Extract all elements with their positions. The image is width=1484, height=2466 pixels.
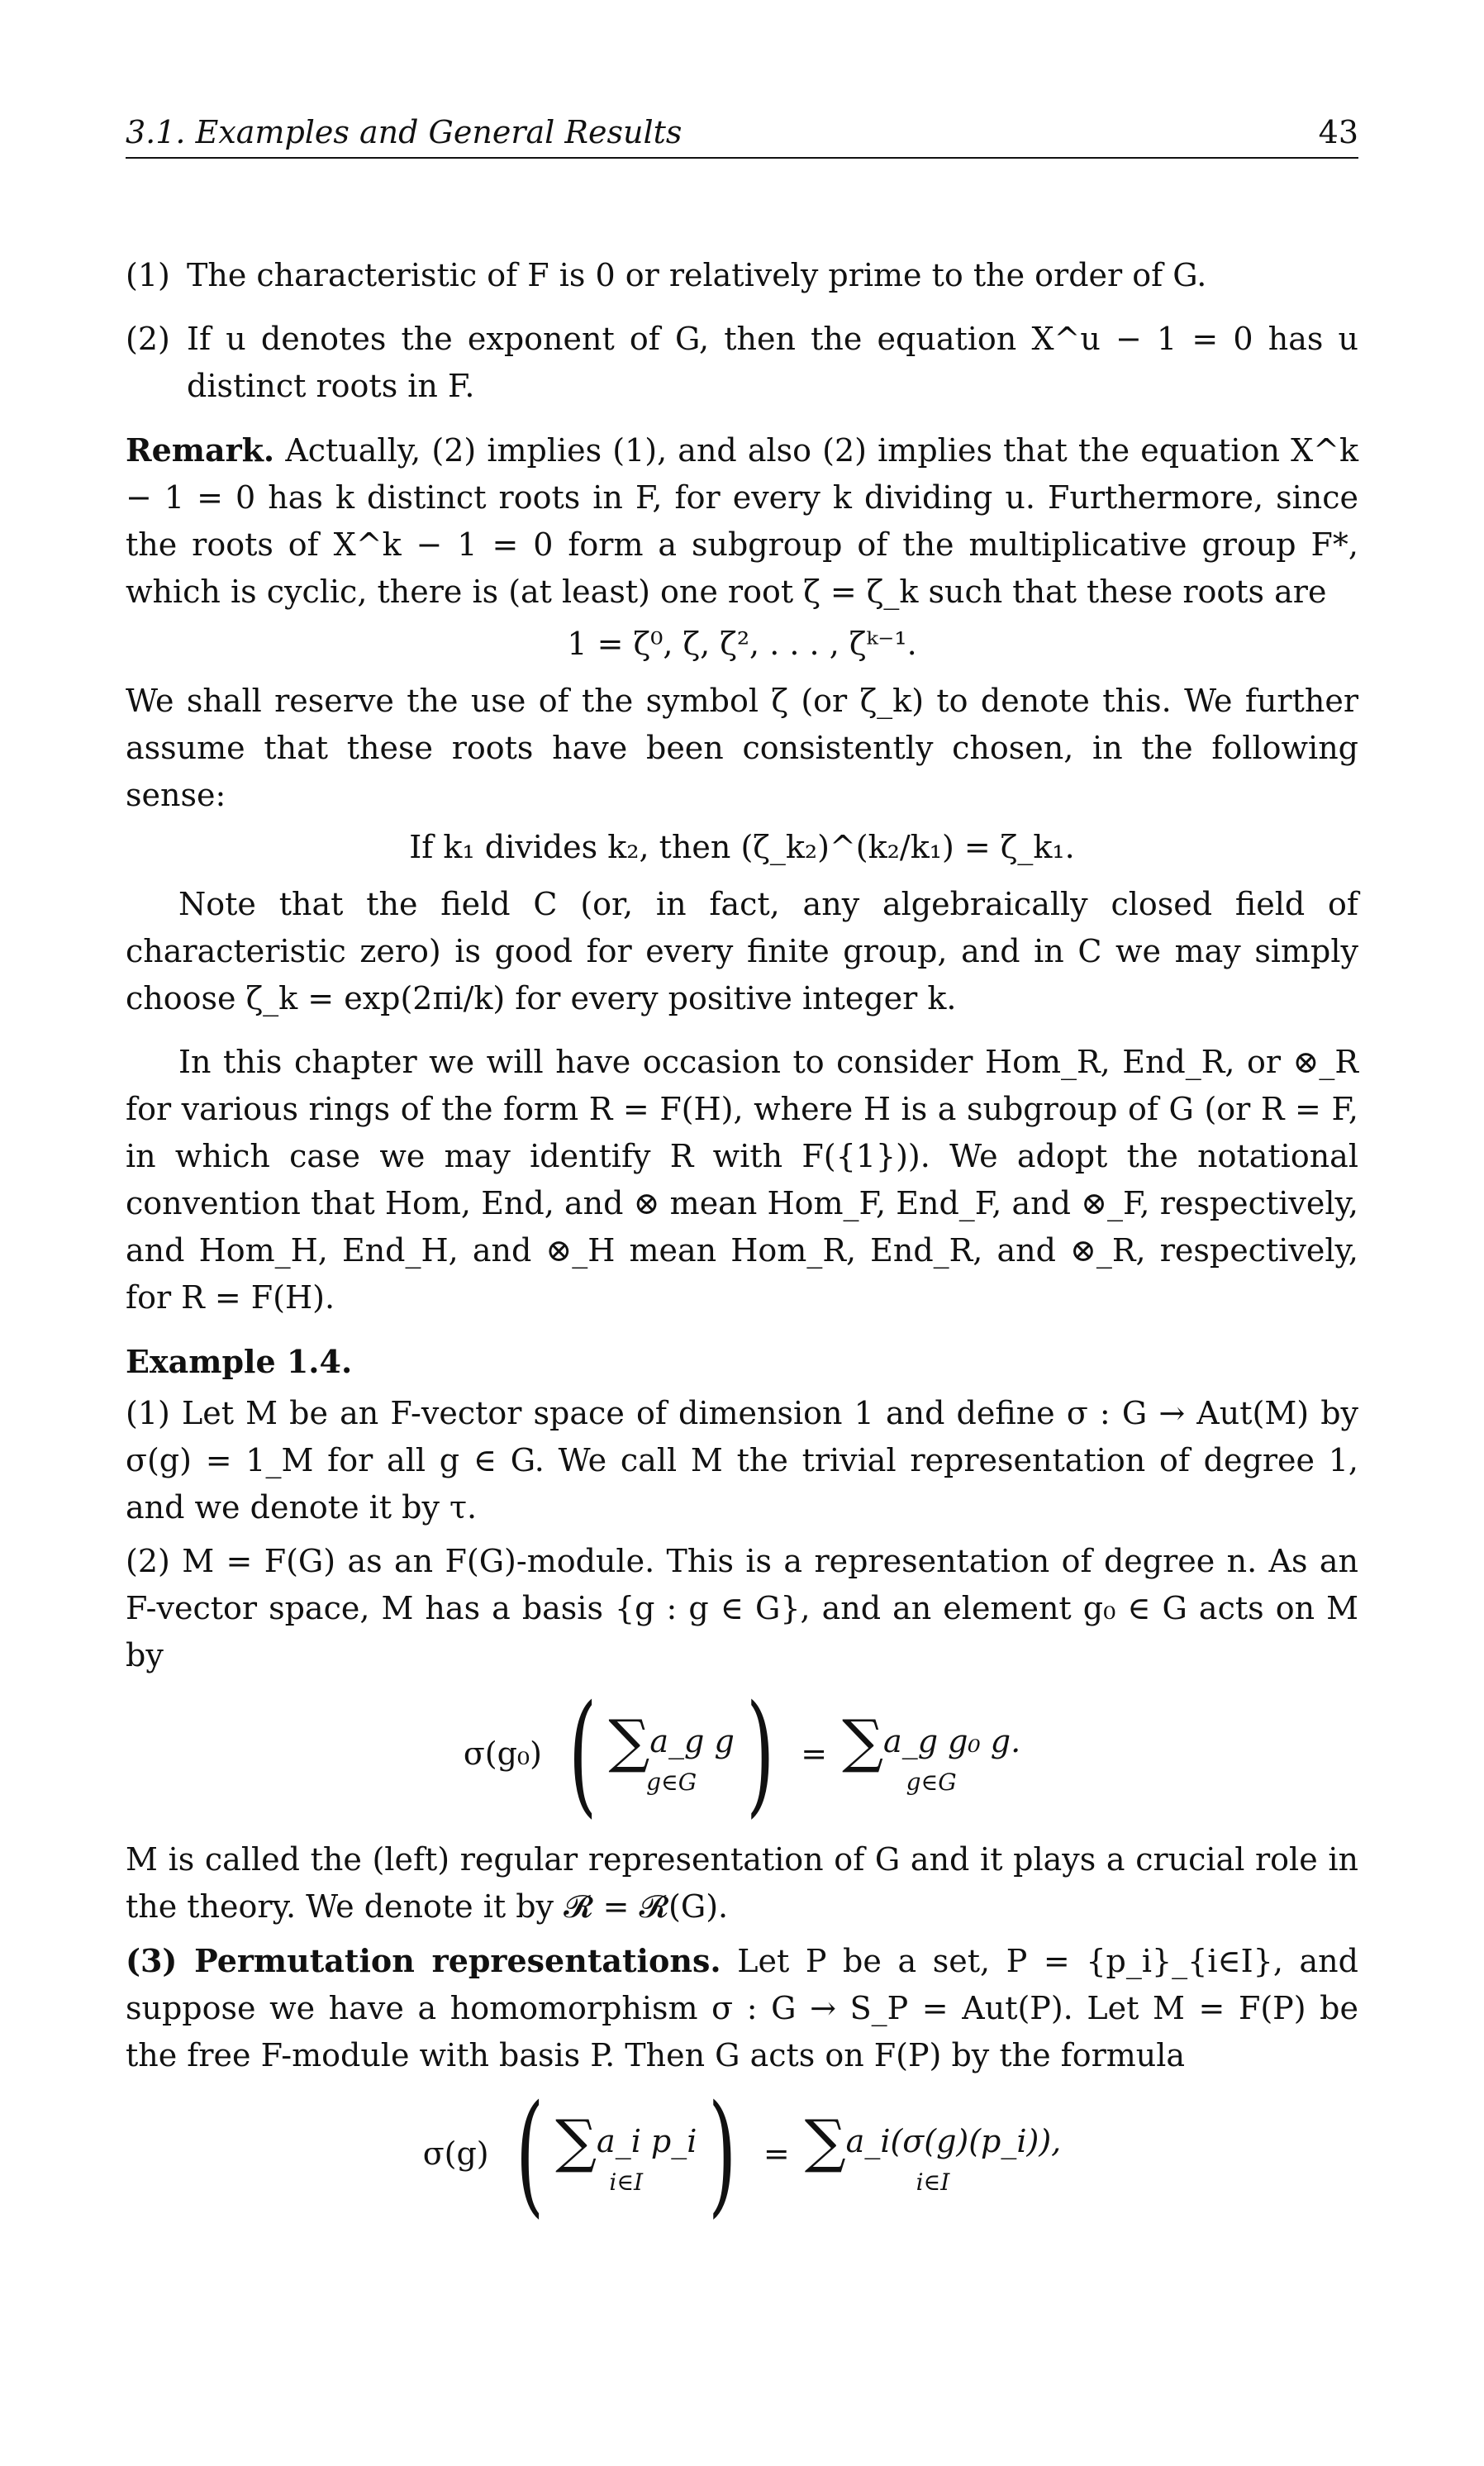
example-item-2: (2) M = F(G) as an F(G)-module. This is a representation of degree n. As an F-vector space, M has a basis {g : g ∈ G}, and an element g₀ ∈ G acts on M by: [126, 1543, 1358, 1673]
example-title: Example 1.4.: [126, 1343, 353, 1380]
right-paren: ): [708, 2076, 737, 2230]
eq3-inner: a_i p_i: [597, 2122, 697, 2159]
condition-number: (1): [126, 257, 170, 293]
condition-number: (2): [126, 321, 170, 357]
regular-representation-equation: [126, 1676, 1358, 1830]
permutation-representation-equation: [126, 2076, 1358, 2230]
regular-representation-text: M is called the (left) regular representation of G and it plays a crucial role in the theory. We denote it by 𝓡 = 𝓡(G).: [126, 1841, 1358, 1925]
note-paragraph: Note that the field C (or, in fact, any algebraically closed field of characteristic zero) is good for every finite group, and in C we may simply choose ζ_k = exp(2πi/k) for every positive integer k.: [126, 886, 1358, 1016]
sum-index: i∈I: [609, 2168, 644, 2196]
reserve-paragraph: We shall reserve the use of the symbol ζ (or ζ_k) to denote this. We further assume that these roots have been consistently chosen, in the following sense:: [126, 683, 1358, 813]
sum-index: i∈I: [916, 2168, 950, 2196]
sum-symbol: ∑ a_i(σ(g)(p_i)), i∈I: [804, 2107, 1062, 2196]
page-body: [126, 252, 1358, 2236]
chapter-paragraph: In this chapter we will have occasion to consider Hom_R, End_R, or ⊗_R for various rings of the form R = F(H), where H is a subgroup of G (or R = F, in which case we may identify R with F({1})). We adopt the notational convention that Hom, End, and ⊗ mean Hom_F, End_F, and ⊗_F, respectively, and Hom_H, End_H, and ⊗_H mean Hom_R, End_R, and ⊗_R, respectively, for R = F(H).: [126, 1044, 1358, 1316]
eq3-left: σ(g): [422, 2135, 489, 2172]
equals-sign: =: [801, 1735, 828, 1772]
consistency-equation: If k₁ divides k₂, then (ζ_k₂)^(k₂/k₁) = ζ_k₁.: [409, 829, 1075, 865]
condition-text: The characteristic of F is 0 or relatively prime to the order of G.: [187, 257, 1207, 293]
eq2-inner: a_g g: [649, 1722, 735, 1759]
eq3-right: a_i(σ(g)(p_i)),: [845, 2122, 1062, 2159]
example-item-3: [126, 1937, 1358, 2079]
left-paren: (: [568, 1676, 597, 1830]
sum-index: g∈G: [906, 1769, 957, 1796]
item3-label: (3) Permutation representations.: [126, 1942, 721, 1979]
sum-symbol: ∑ a_g g g∈G: [608, 1707, 735, 1796]
sum-index: g∈G: [646, 1769, 697, 1796]
sum-symbol: ∑ a_i p_i i∈I: [555, 2107, 697, 2196]
condition-1: [126, 252, 1358, 299]
running-header: [126, 114, 1358, 159]
remark-text: Actually, (2) implies (1), and also (2) implies that the equation X^k − 1 = 0 has k distinct roots in F, for every k dividing u. Furthermore, since the roots of X^k − 1 = 0 form a subgroup of the multiplicative group F*, which is cyclic, there is (at least) one root ζ = ζ_k such that these roots are: [126, 432, 1358, 610]
eq2-right: a_g g₀ g.: [883, 1722, 1021, 1759]
sum-symbol: ∑ a_g g₀ g. g∈G: [842, 1707, 1021, 1796]
equals-sign: =: [763, 2135, 790, 2172]
section-title: 3.1. Examples and General Results: [126, 114, 683, 150]
condition-2: [126, 316, 1358, 410]
page-number: 43: [1318, 114, 1358, 150]
condition-text: If u denotes the exponent of G, then the equation X^u − 1 = 0 has u distinct roots in F.: [187, 321, 1358, 404]
item3-text: Let P be a set, P = {p_i}_{i∈I}, and suppose we have a homomorphism σ : G → S_P = Aut(P). Let M = F(P) be the free F-module with basis P. Then G acts on F(P) by the formula: [126, 1943, 1358, 2073]
eq2-left: σ(g₀): [463, 1735, 542, 1772]
remark-paragraph: [126, 426, 1358, 616]
left-paren: (: [515, 2076, 545, 2230]
example-item-1: (1) Let M be an F-vector space of dimension 1 and define σ : G → Aut(M) by σ(g) = 1_M for all g ∈ G. We call M the trivial representation of degree 1, and we denote it by τ.: [126, 1395, 1358, 1526]
roots-equation: 1 = ζ⁰, ζ, ζ², . . . , ζᵏ⁻¹.: [567, 626, 917, 662]
right-paren: ): [745, 1676, 775, 1830]
remark-label: Remark.: [126, 431, 275, 469]
